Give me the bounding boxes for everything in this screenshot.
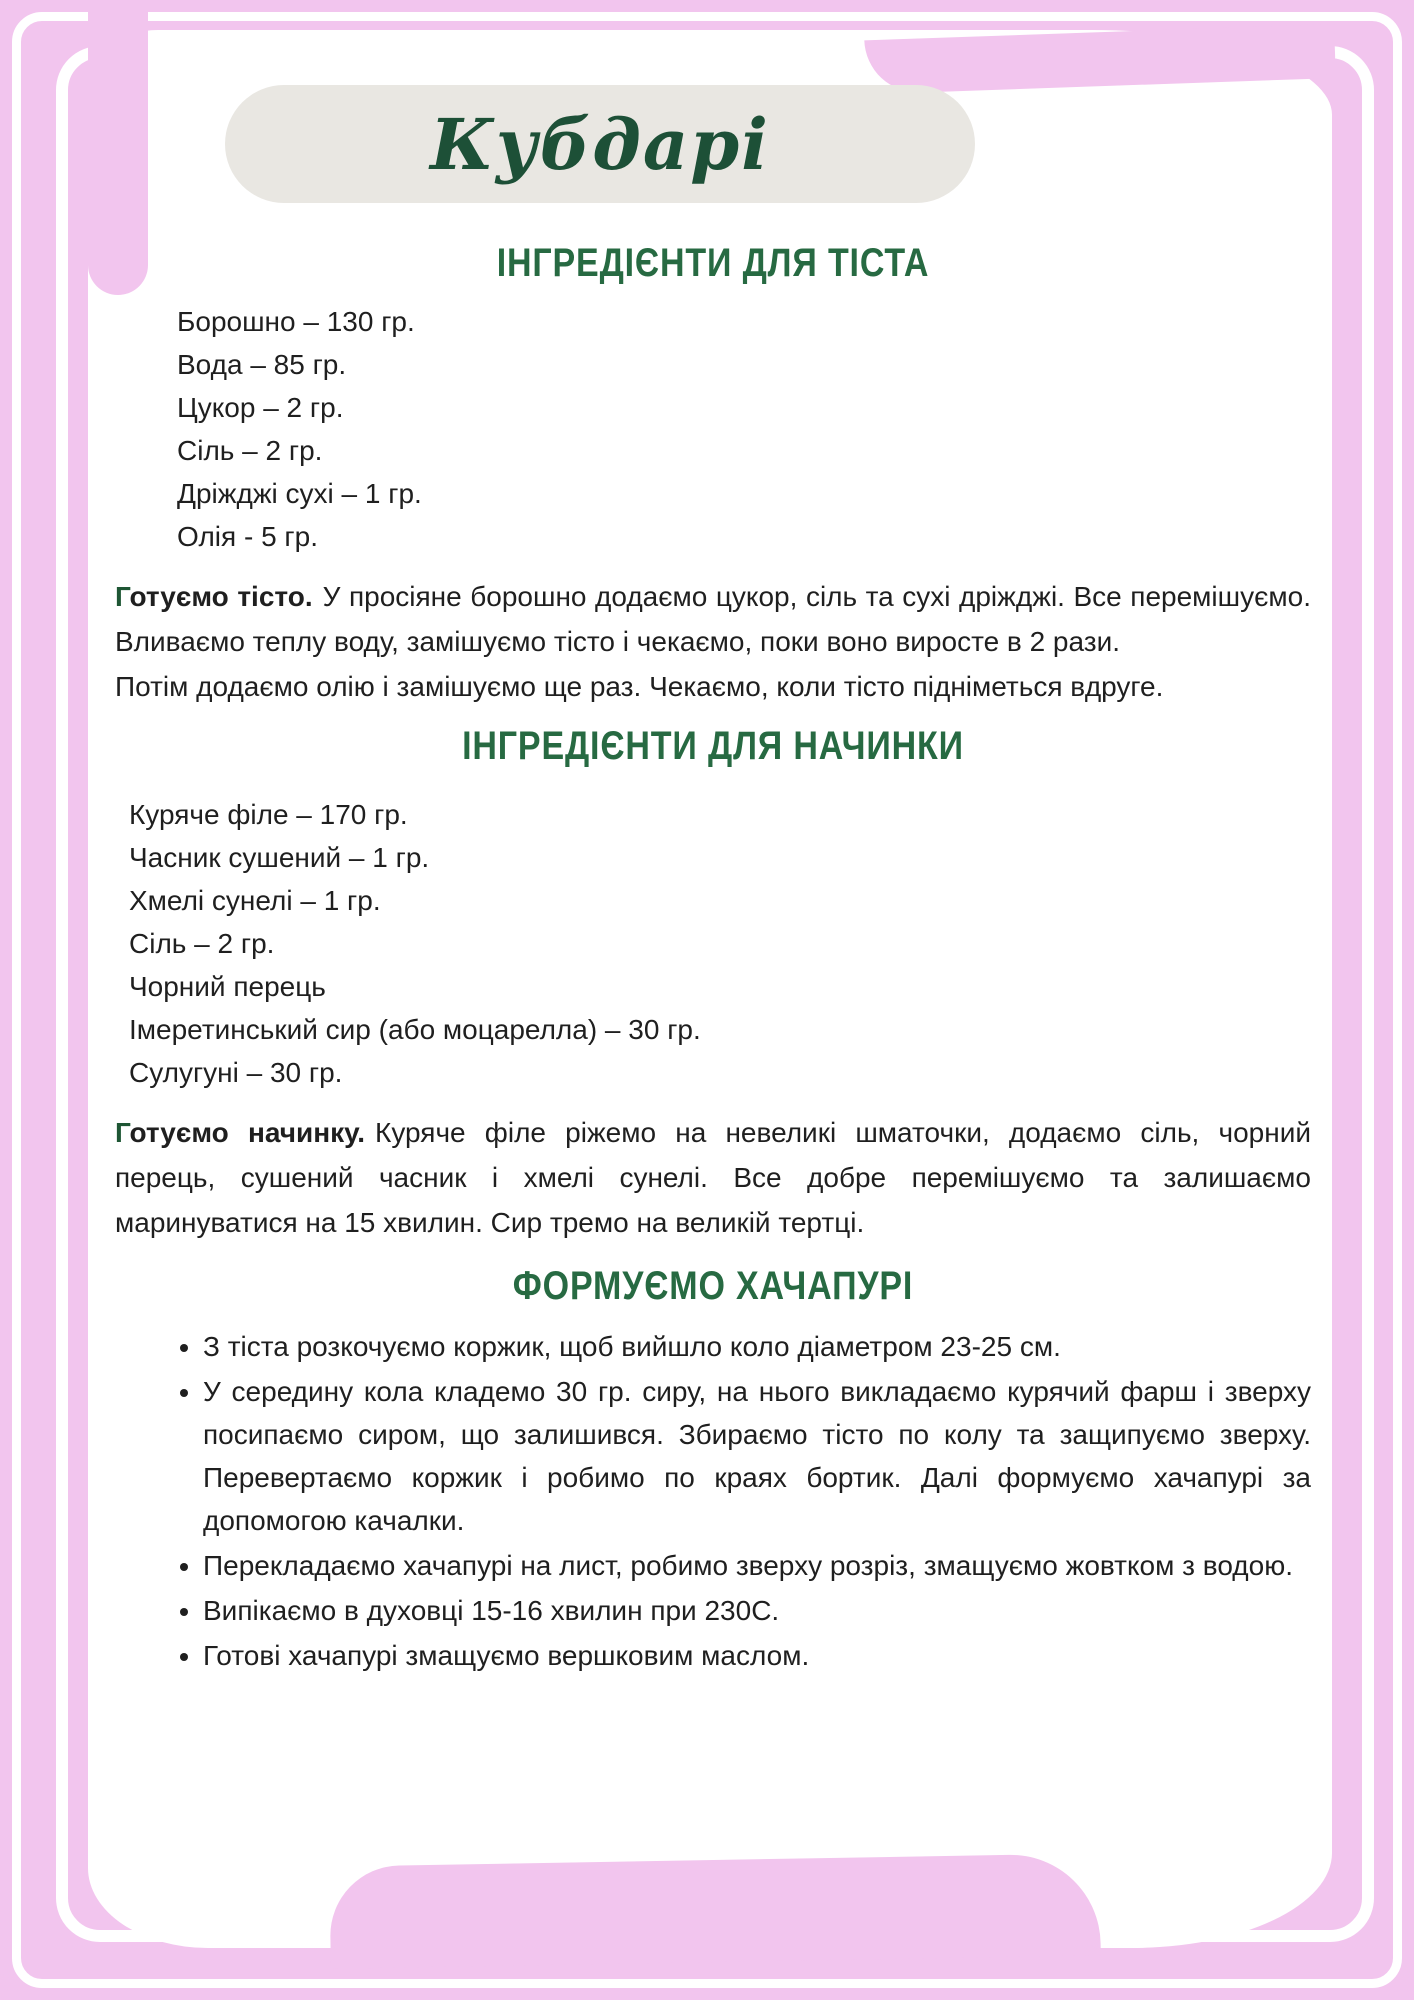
title-banner	[225, 85, 975, 203]
ingredient-item: Дріжджі сухі – 1 гр.	[177, 478, 422, 509]
forming-step-text: Готові хачапурі змащуємо вершковим маслом.	[203, 1640, 810, 1671]
list-item	[203, 1634, 1311, 1677]
forming-step-text: У середину кола кладемо 30 гр. сиру, на нього викладаємо курячий фарш і зверху посипаємо сиром, що залишився. Збираємо тісто по колу та защипуємо зверху. Перевертаємо коржик і робимо по краях бортик. Далі формуємо хачапурі за допомогою качалки.	[203, 1376, 1311, 1536]
list-item	[203, 1370, 1311, 1542]
filling-ingredient-list	[115, 793, 1311, 1094]
pink-brush-blob-bottom	[329, 1853, 1101, 1968]
section-heading-filling-ingredients: ІНГРЕДІЄНТИ ДЛЯ НАЧИНКИ	[462, 724, 964, 768]
dough-step-text-2: Потім додаємо олію і замішуємо ще раз. Чекаємо, коли тісто підніметься вдруге.	[115, 671, 1164, 702]
ingredient-item: Борошно – 130 гр.	[177, 306, 415, 337]
dough-step-text: У просіяне борошно додаємо цукор, сіль та сухі дріжджі. Все перемішуємо. Вливаємо теплу воду, замішуємо тісто і чекаємо, поки воно виросте в 2 рази.	[115, 581, 1311, 657]
filling-step-text: Куряче філе ріжемо на невеликі шматочки, додаємо сіль, чорний перець, сушений часник і хмелі сунелі. Все добре перемішуємо та залишаємо маринуватися на 15 хвилин. Сир тремо на великій тертці.	[115, 1117, 1311, 1238]
forming-step-text: Випікаємо в духовці 15-16 хвилин при 230С.	[203, 1595, 780, 1626]
ingredient-item: Цукор – 2 гр.	[177, 392, 344, 423]
forming-step-text: З тіста розкочуємо коржик, щоб вийшло коло діаметром 23-25 см.	[203, 1331, 1061, 1362]
dough-step-paragraph-2	[115, 664, 1311, 709]
ingredient-item: Сіль – 2 гр.	[177, 435, 323, 466]
list-item	[203, 1544, 1311, 1587]
ingredient-item: Сіль – 2 гр.	[129, 928, 275, 959]
dough-ingredient-list	[115, 300, 1311, 558]
filling-step-label	[115, 1117, 365, 1148]
dough-step-label	[115, 581, 313, 612]
recipe-title: Кубдарі	[430, 102, 770, 186]
list-item	[203, 1589, 1311, 1632]
forming-steps-list	[115, 1325, 1311, 1677]
ingredient-item: Чорний перець	[129, 971, 326, 1002]
dough-step-label-rest: отуємо тісто.	[129, 581, 313, 612]
dough-step-paragraph	[115, 574, 1311, 664]
ingredient-item: Сулугуні – 30 гр.	[129, 1057, 343, 1088]
section-heading-forming: ФОРМУЄМО ХАЧАПУРІ	[512, 1264, 914, 1308]
forming-step-text: Перекладаємо хачапурі на лист, робимо зверху розріз, змащуємо жовтком з водою.	[203, 1550, 1293, 1581]
section-heading-dough-ingredients: ІНГРЕДІЄНТИ ДЛЯ ТІСТА	[496, 241, 930, 285]
filling-step-paragraph	[115, 1110, 1311, 1245]
filling-step-label-initial: Г	[115, 1117, 130, 1148]
ingredient-item: Вода – 85 гр.	[177, 349, 347, 380]
ingredient-item: Часник сушений – 1 гр.	[129, 842, 430, 873]
list-item	[203, 1325, 1311, 1368]
dough-step-label-initial: Г	[115, 581, 130, 612]
ingredient-item: Імеретинський сир (або моцарелла) – 30 гр.	[129, 1014, 701, 1045]
ingredient-item: Олія - 5 гр.	[177, 521, 318, 552]
recipe-content	[115, 240, 1311, 1679]
ingredient-item: Хмелі сунелі – 1 гр.	[129, 885, 381, 916]
filling-step-label-rest: отуємо начинку.	[129, 1117, 366, 1148]
ingredient-item: Куряче філе – 170 гр.	[129, 799, 408, 830]
